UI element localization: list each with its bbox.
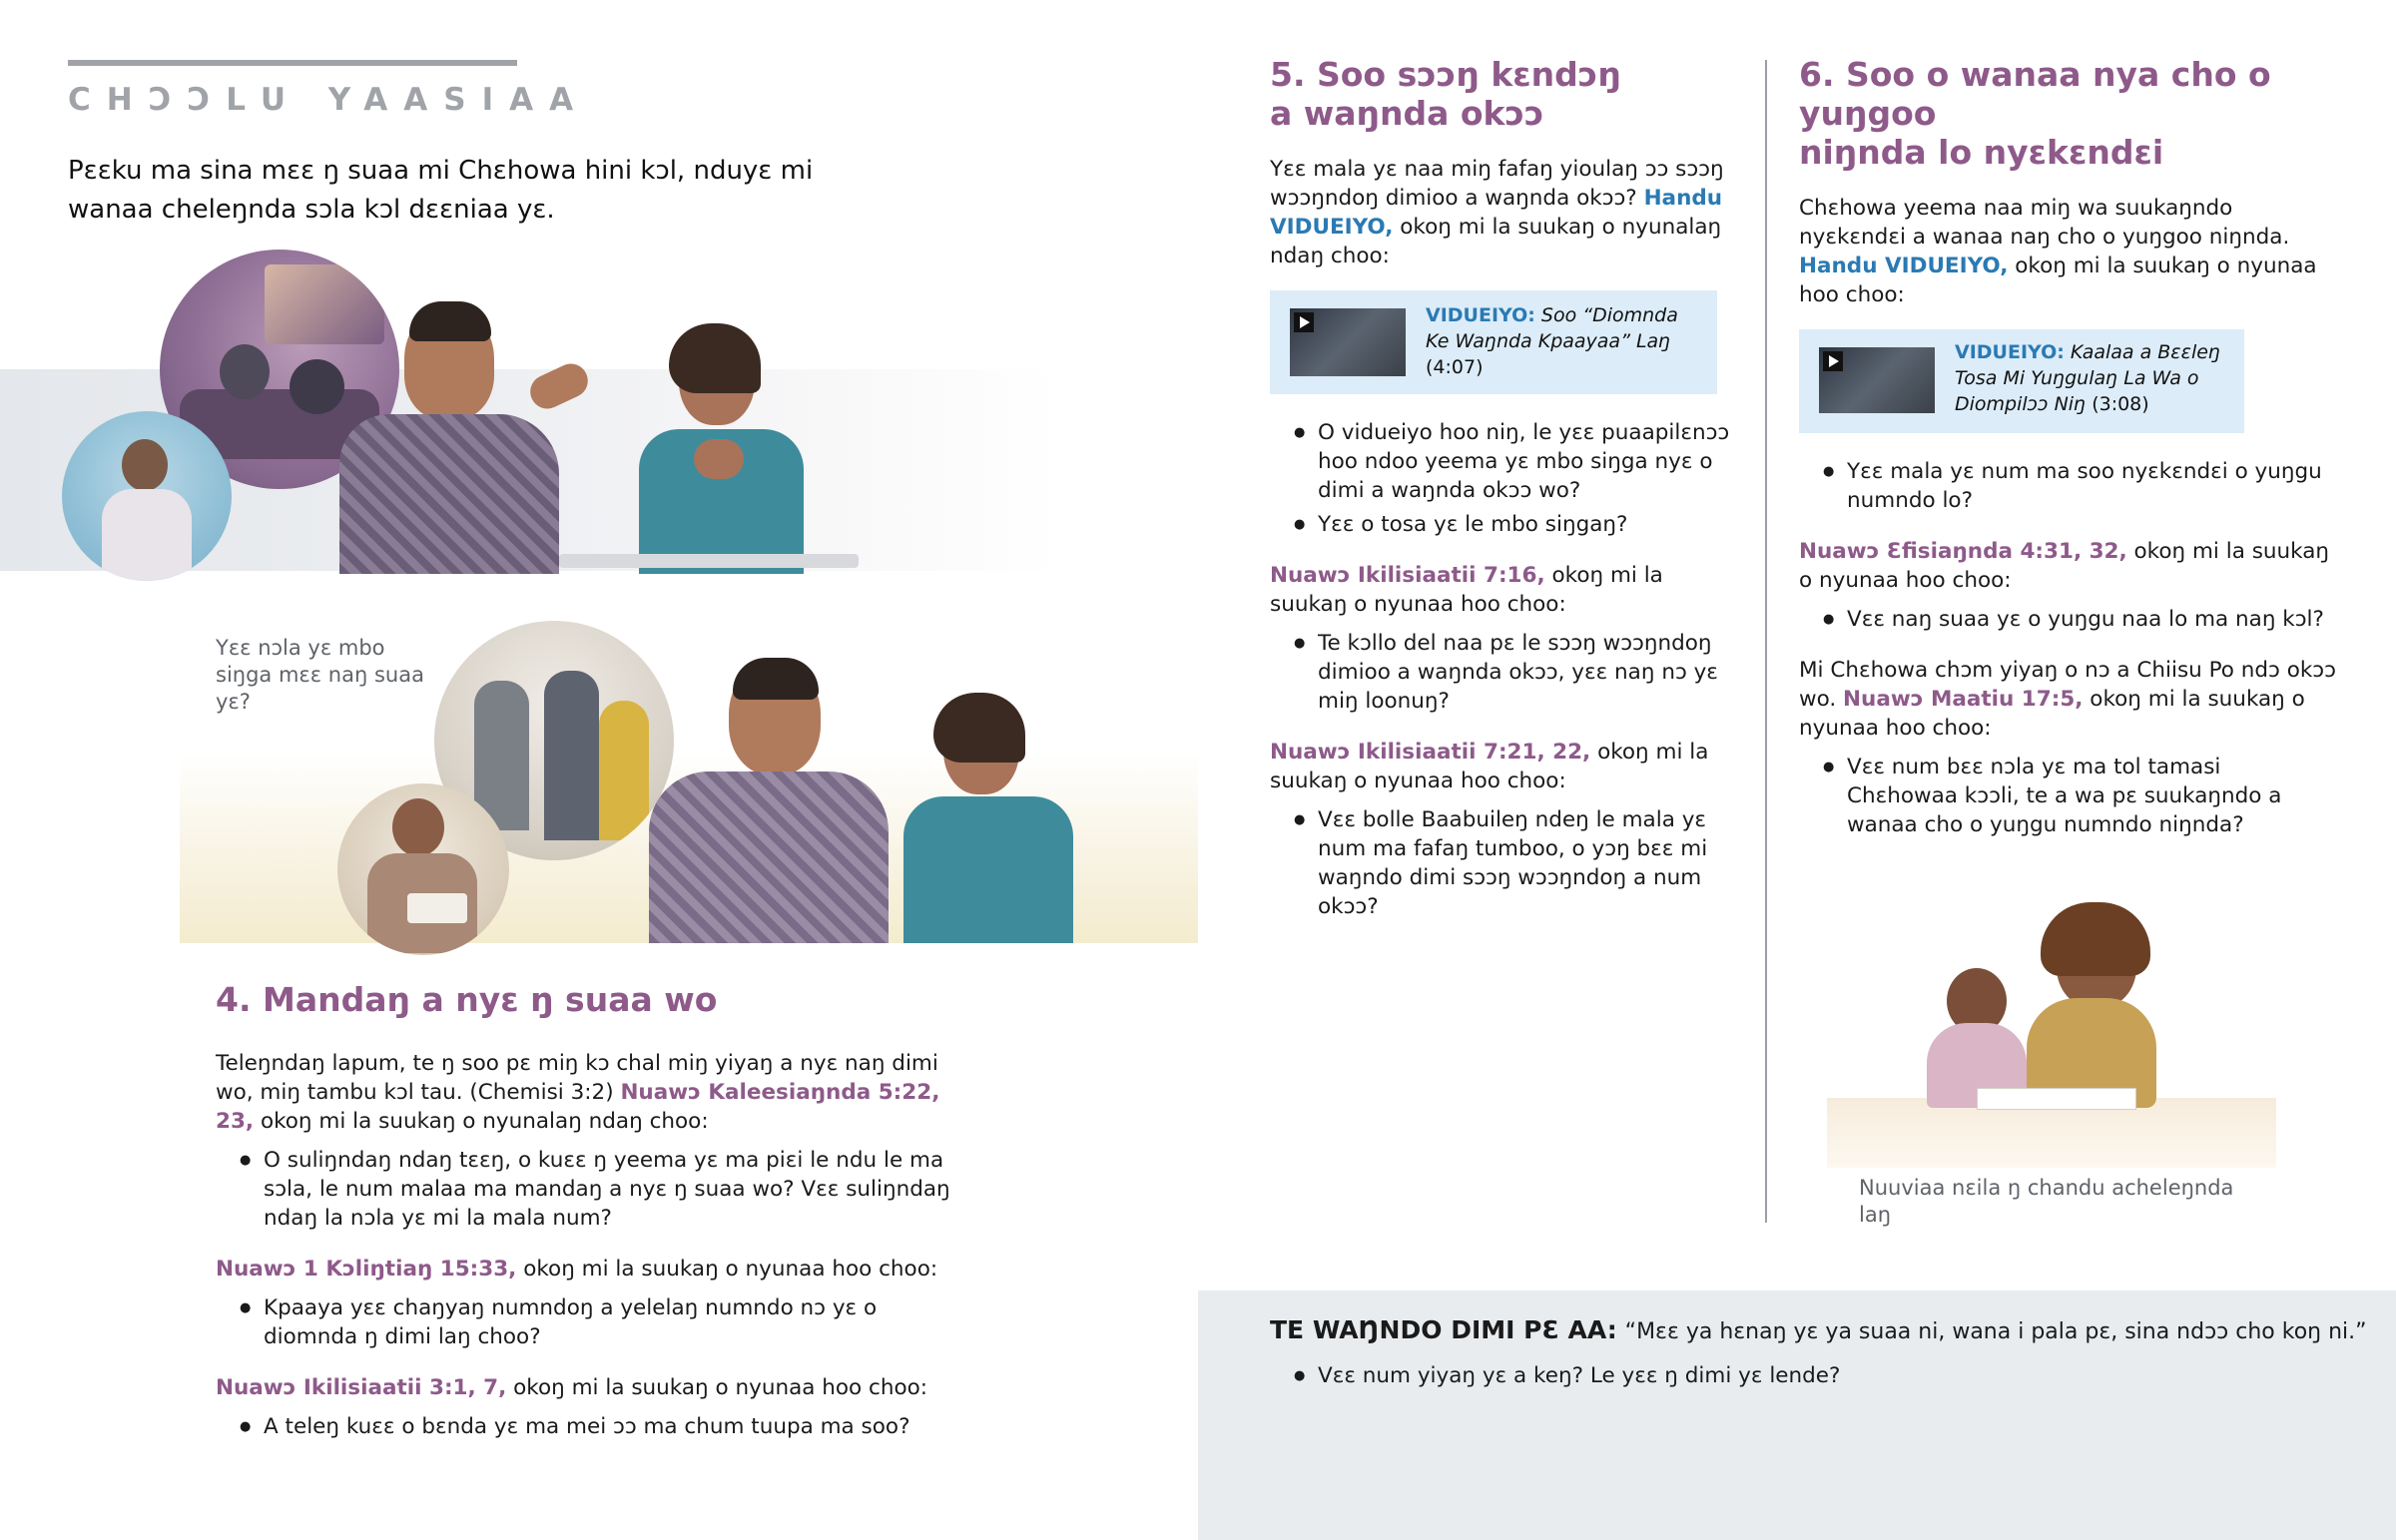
question-item: ● Te kɔllo del naa pɛ le sɔɔŋ wɔɔŋndoŋ dimioo a waŋnda okɔɔ, yɛɛ naŋ nɔ yɛ miŋ loonuŋ? — [1270, 629, 1739, 716]
video-link[interactable]: Handu VIDUEIYO, — [1799, 254, 2009, 278]
section-5-questions-1 — [1270, 418, 1739, 539]
section-5-questions-2 — [1270, 629, 1739, 716]
section-6-questions-3 — [1799, 753, 2338, 839]
section-4-title: 4. Mandaŋ a nyɛ ŋ suaa wo — [216, 980, 718, 1019]
section-4-questions-2 — [216, 1293, 969, 1351]
scripture-ref-ecclesiastes-3[interactable]: Nuawɔ Ikilisiaatii 3:1, 7, — [216, 1375, 507, 1400]
scripture-ref-ecclesiastes-7-21[interactable]: Nuawɔ Ikilisiaatii 7:21, 22, — [1270, 740, 1591, 765]
scripture-ref-matthew[interactable]: Nuawɔ Maatiu 17:5, — [1843, 687, 2084, 712]
video-thumbnail[interactable] — [1290, 308, 1406, 376]
question-item: ● Kpaaya yɛɛ chaŋyaŋ numndoŋ a yelelaŋ numndo nɔ yɛ o diomnda ŋ dimi laŋ choo? — [216, 1293, 969, 1351]
section-6 — [1799, 55, 2338, 839]
conversation-label: TE WAŊNDO DIMI PƐ AA: — [1270, 1315, 1617, 1344]
woman-reconciling-figure — [903, 699, 1083, 943]
section-6-title: 6. Soo o wanaa nya cho o yuŋgoo niŋnda lo nyɛkɛndɛi — [1799, 55, 2271, 172]
scripture-ref-ecclesiastes-7-16[interactable]: Nuawɔ Ikilisiaatii 7:16, — [1270, 563, 1545, 588]
video-title-6[interactable]: VIDUEIYO: Kaalaa a Bɛɛleŋ Tosa Mi Yuŋgulaŋ La Wa o Diompilɔɔ Niŋ (3:08) — [1955, 341, 2221, 415]
section-6-paragraph-3: Mi Chɛhowa chɔm yiyaŋ o nɔ a Chiisu Po ndɔ okɔɔ wo. Nuawɔ Maatiu 17:5, okoŋ mi la suukaŋ o nyunaa hoo choo: — [1799, 658, 2336, 741]
headphones-bubble — [62, 411, 232, 581]
man-arguing-figure — [309, 309, 559, 574]
section-4 — [216, 980, 969, 1441]
video-box-5[interactable] — [1270, 290, 1717, 394]
page-kicker: CHƆƆLU YAASIAA — [68, 82, 590, 118]
section-5-paragraph-1: Yɛɛ mala yɛ naa miŋ fafaŋ yioulaŋ ɔɔ sɔɔŋ wɔɔŋndoŋ dimioo a waŋnda okɔɔ? Handu VIDUEIYO, okoŋ mi la suukaŋ o nyunalaŋ ndaŋ choo: — [1270, 157, 1724, 268]
section-5 — [1270, 55, 1739, 921]
section-4-paragraph-3: Nuawɔ Ikilisiaatii 3:1, 7, okoŋ mi la suukaŋ o nyunaa hoo choo: — [216, 1375, 928, 1400]
mother-child-illustration — [1827, 898, 2276, 1168]
section-4-questions-1 — [216, 1146, 969, 1233]
play-icon[interactable] — [1294, 312, 1314, 332]
play-icon[interactable] — [1823, 351, 1843, 371]
section-6-paragraph-2: Nuawɔ Ɛfisiaŋnda 4:31, 32, okoŋ mi la suukaŋ o nyunaa hoo choo: — [1799, 539, 2330, 593]
scripture-ref-galatians[interactable]: Nuawɔ Kaleesiaŋnda 5:22, 23, — [216, 1080, 940, 1134]
question-item: ● O vidueiyo hoo niŋ, le yɛɛ puaapilɛnɔɔ hoo ndoo yeema yɛ mbo siŋga nyɛ o dimi a waŋnda okɔɔ wo? — [1270, 418, 1739, 505]
scripture-ref-ephesians[interactable]: Nuawɔ Ɛfisiaŋnda 4:31, 32, — [1799, 539, 2127, 564]
section-5-paragraph-3: Nuawɔ Ikilisiaatii 7:21, 22, okoŋ mi la suukaŋ o nyunaa hoo choo: — [1270, 740, 1709, 793]
header-rule — [68, 60, 517, 66]
section-4-questions-3 — [216, 1412, 969, 1441]
video-box-6[interactable] — [1799, 329, 2244, 433]
conversation-questions — [1270, 1356, 2368, 1390]
section-4-paragraph-2: Nuawɔ 1 Kɔliŋtiaŋ 15:33, okoŋ mi la suukaŋ o nyunaa hoo choo: — [216, 1257, 938, 1282]
question-item: ● Vɛɛ bolle Baabuileŋ ndeŋ le mala yɛ num ma fafaŋ tumboo, o yɔŋ bɛɛ mi waŋndo dimi sɔɔŋ wɔɔŋndoŋ a num okɔɔ? — [1270, 805, 1739, 921]
column-divider — [1765, 60, 1767, 1223]
table-edge — [559, 554, 859, 568]
section-5-title: 5. Soo sɔɔŋ kɛndɔŋ a waŋnda okɔɔ — [1270, 55, 1621, 133]
question-item: ● Yɛɛ mala yɛ num ma soo nyɛkɛndɛi o yuŋgu numndo lo? — [1799, 457, 2338, 515]
section-6-questions-1 — [1799, 457, 2338, 515]
question-item: ● Yɛɛ o tosa yɛ le mbo siŋgaŋ? — [1270, 510, 1739, 539]
woman-listening-figure — [639, 329, 819, 574]
section-5-questions-3 — [1270, 805, 1739, 921]
section-6-questions-2 — [1799, 605, 2338, 634]
conversation-prompt: TE WAŊNDO DIMI PƐ AA: “Mɛɛ ya hɛnaŋ yɛ ya suaa ni, wana i pala pɛ, sina ndɔɔ cho koŋ ni.” — [1270, 1315, 2367, 1344]
video-thumbnail[interactable] — [1819, 347, 1935, 413]
section-4-paragraph-1: Teleŋndaŋ lapum, te ŋ soo pɛ miŋ kɔ chal miŋ yiyaŋ a nyɛ naŋ dimi wo, miŋ tambu kɔl tau. (Chemisi 3:2) Nuawɔ Kaleesiaŋnda 5:22, 23, okoŋ mi la suukaŋ o nyunalaŋ ndaŋ choo: — [216, 1051, 940, 1134]
video-title-5[interactable]: VIDUEIYO: Soo “Diomnda Ke Waŋnda Kpaayaa” Laŋ (4:07) — [1426, 304, 1678, 378]
illustration-caption-family: Nuuviaa nɛila ŋ chandu acheleŋnda laŋ — [1859, 1176, 2234, 1227]
conversation-box — [1198, 1290, 2396, 1540]
question-item: ● Vɛɛ num bɛɛ nɔla yɛ ma tol tamasi Chɛhowaa kɔɔli, te a wa pɛ suukaŋndo a wanaa cho o yuŋgu numndo niŋnda? — [1799, 753, 2338, 839]
question-item: ● O suliŋndaŋ ndaŋ tɛɛŋ, o kuɛɛ ŋ yeema yɛ ma piɛi le ndu le ma sɔla, le num malaa ma mandaŋ a nyɛ ŋ suaa wo? Vɛɛ suliŋndaŋ ndaŋ la nɔla yɛ mi la mala num? — [216, 1146, 969, 1233]
video-link[interactable]: Handu VIDUEIYO, — [1270, 186, 1723, 240]
section-6-paragraph-1: Chɛhowa yeema naa miŋ wa suukaŋndo nyɛkɛndɛi a wanaa naŋ cho o yuŋgoo niŋnda. Handu VIDUEIYO, okoŋ mi la suukaŋ o nyunaa hoo choo: — [1799, 196, 2317, 307]
illustration-caption-question: Yɛɛ nɔla yɛ mbo siŋga mɛɛ naŋ suaa yɛ? — [216, 636, 424, 714]
reading-bible-bubble — [337, 783, 509, 955]
man-apologizing-figure — [649, 664, 908, 943]
question-item: ● Vɛɛ num yiyaŋ yɛ a keŋ? Le yɛɛ ŋ dimi yɛ lende? — [1270, 1361, 2368, 1390]
question-item: ● Vɛɛ naŋ suaa yɛ o yuŋgu naa lo ma naŋ kɔl? — [1799, 605, 2338, 634]
scripture-ref-corinthians[interactable]: Nuawɔ 1 Kɔliŋtiaŋ 15:33, — [216, 1257, 517, 1282]
intro-text: Pɛɛku ma sina mɛɛ ŋ suaa mi Chɛhowa hini kɔl, nduyɛ mi wanaa cheleŋnda sɔla kɔl dɛɛniaa yɛ. — [68, 156, 814, 225]
question-item: ● A teleŋ kuɛɛ o bɛnda yɛ ma mei ɔɔ ma chum tuupa ma soo? — [216, 1412, 969, 1441]
section-5-paragraph-2: Nuawɔ Ikilisiaatii 7:16, okoŋ mi la suukaŋ o nyunaa hoo choo: — [1270, 563, 1663, 617]
